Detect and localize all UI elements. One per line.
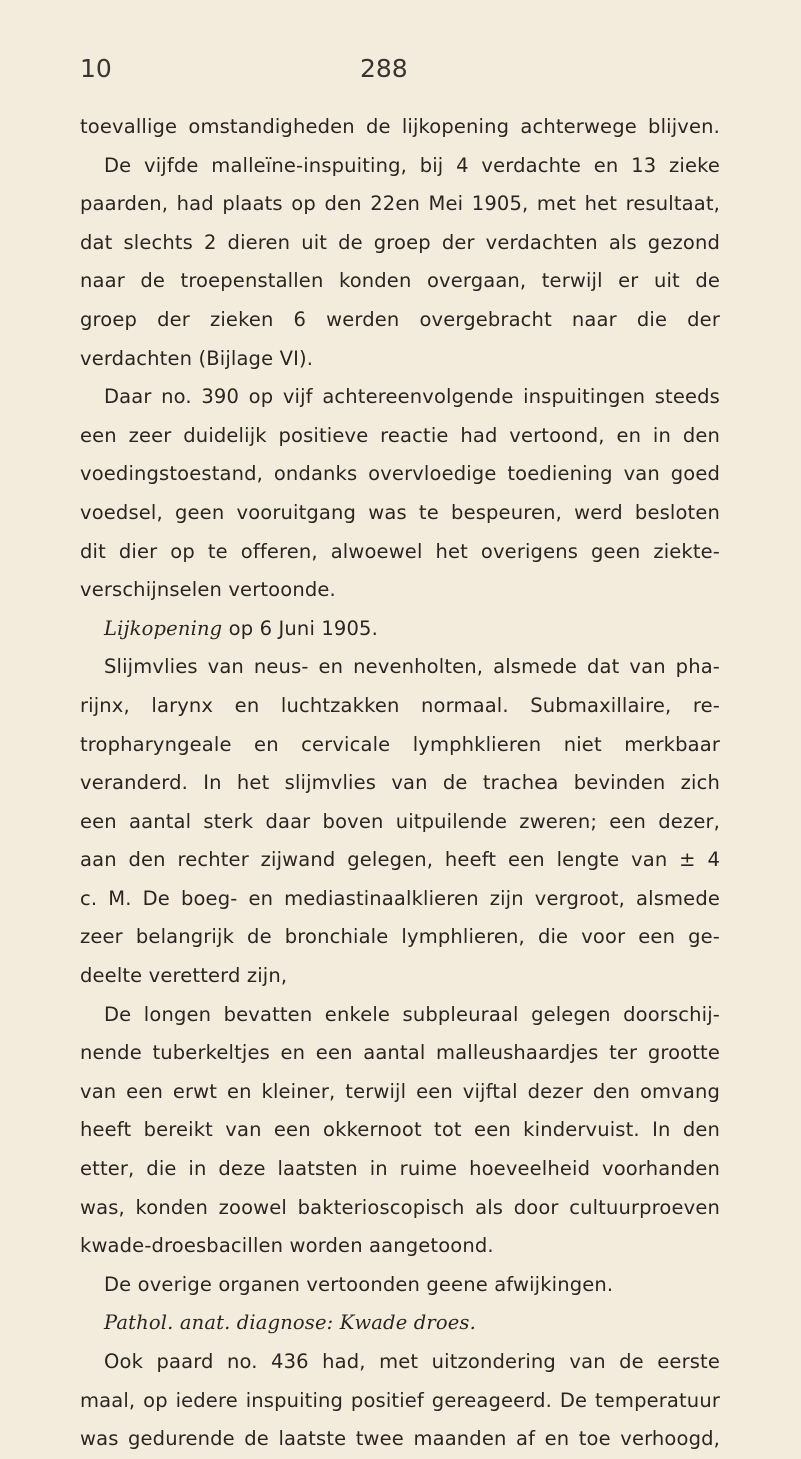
- text-line: [80, 301, 720, 340]
- line-text: een zeer duidelijk positieve reactie had vertoond, en in den: [80, 423, 720, 447]
- line-text: een aantal sterk daar boven uitpuilende zweren; een dezer,: [80, 809, 720, 833]
- body-text: [80, 108, 720, 1459]
- text-line: [80, 340, 720, 379]
- line-text: zeer belangrijk de bronchiale lymphlieren, die voor een ge-: [80, 925, 720, 949]
- text-line: [80, 1382, 720, 1421]
- line-text: was gedurende de laatste twee maanden af en toe verhoogd,: [80, 1427, 720, 1451]
- text-line: [80, 880, 720, 919]
- text-line: [80, 455, 720, 494]
- line-text: voedsel, geen vooruitgang was te bespeuren, werd besloten: [80, 500, 720, 524]
- text-line: [80, 417, 720, 456]
- text-line: [80, 494, 720, 533]
- text-line: [80, 996, 720, 1035]
- text-line: [80, 764, 720, 803]
- text-line: [80, 185, 720, 224]
- text-line: [80, 957, 720, 996]
- text-line: [80, 1189, 720, 1228]
- text-line: [80, 262, 720, 301]
- line-text: rijnx, larynx en luchtzakken normaal. Submaxillaire, re-: [80, 693, 720, 717]
- line-text: toevallige omstandigheden de lijkopening achterwege blijven.: [80, 115, 720, 138]
- line-text: groep der zieken 6 werden overgebracht naar die der: [80, 307, 720, 331]
- text-line: [80, 1304, 720, 1343]
- text-line: [80, 1266, 720, 1305]
- text-line: [80, 378, 720, 417]
- text-line: [80, 841, 720, 880]
- line-text: Ook paard no. 436 had, met uitzondering van de eerste: [104, 1350, 720, 1373]
- line-text: dat slechts 2 dieren uit de groep der verdachten als gezond: [80, 230, 720, 254]
- line-text: van een erwt en kleiner, terwijl een vijftal dezer den omvang: [80, 1079, 720, 1103]
- line-text: voedingstoestand, ondanks overvloedige toediening van goed: [80, 462, 720, 486]
- text-line: [80, 803, 720, 842]
- line-text: aan den rechter zijwand gelegen, heeft een lengte van ± 4: [80, 848, 720, 872]
- line-text: De longen bevatten enkele subpleuraal gelegen doorschij-: [104, 1002, 720, 1026]
- line-text: paarden, had plaats op den 22en Mei 1905, met het resultaat,: [80, 192, 720, 216]
- line-text: etter, die in deze laatsten in ruime hoeveelheid voorhanden: [80, 1157, 720, 1181]
- italic-heading: Pathol. anat. diagnose: Kwade droes.: [104, 1311, 476, 1335]
- text-line: [80, 1111, 720, 1150]
- text-line: [80, 1150, 720, 1189]
- text-line: [80, 224, 720, 263]
- line-text: Daar no. 390 op vijf achtereenvolgende inspuitingen steeds: [104, 385, 720, 409]
- page-number: 288: [360, 54, 408, 83]
- text-line: [80, 533, 720, 572]
- line-text: maal, op iedere inspuiting positief gereageerd. De temperatuur: [80, 1388, 720, 1412]
- chapter-number: 10: [80, 54, 112, 83]
- text-line: [80, 147, 720, 186]
- line-text: De overige organen vertoonden geene afwijkingen.: [104, 1272, 614, 1296]
- text-line: [80, 648, 720, 687]
- text-line: [80, 610, 720, 649]
- line-text: op 6 Juni 1905.: [222, 616, 378, 640]
- line-text: nende tuberkeltjes en een aantal malleushaardjes ter grootte: [80, 1041, 720, 1065]
- line-text: was, konden zoowel bakterioscopisch als door cultuurproeven: [80, 1195, 720, 1219]
- text-line: [80, 726, 720, 765]
- line-text: De vijfde malleïne-inspuiting, bij 4 verdachte en 13 zieke: [104, 153, 720, 177]
- text-line: [80, 571, 720, 610]
- text-line: [80, 1343, 720, 1382]
- line-text: tropharyngeale en cervicale lymphklieren niet merkbaar: [80, 732, 720, 756]
- text-line: [80, 1420, 720, 1459]
- line-text: verschijnselen vertoonde.: [80, 578, 336, 602]
- text-line: [80, 1073, 720, 1112]
- line-text: verdachten (Bijlage VI).: [80, 346, 314, 370]
- line-text: deelte veretterd zijn,: [80, 964, 288, 988]
- italic-heading: Lijkopening: [104, 616, 223, 640]
- text-line: [80, 108, 720, 147]
- text-line: [80, 918, 720, 957]
- text-line: [80, 687, 720, 726]
- line-text: Slijmvlies van neus- en nevenholten, alsmede dat van pha-: [104, 655, 720, 679]
- line-text: veranderd. In het slijmvlies van de trachea bevinden zich: [80, 771, 720, 795]
- line-text: dit dier op te offeren, alwoewel het overigens geen ziekte-: [80, 539, 720, 563]
- line-text: c. M. De boeg- en mediastinaalklieren zijn vergroot, alsmede: [80, 886, 720, 910]
- line-text: kwade-droesbacillen worden aangetoond.: [80, 1234, 494, 1258]
- text-line: [80, 1034, 720, 1073]
- line-text: naar de troepenstallen konden overgaan, terwijl er uit de: [80, 269, 720, 293]
- text-line: [80, 1227, 720, 1266]
- line-text: heeft bereikt van een okkernoot tot een kindervuist. In den: [80, 1118, 720, 1142]
